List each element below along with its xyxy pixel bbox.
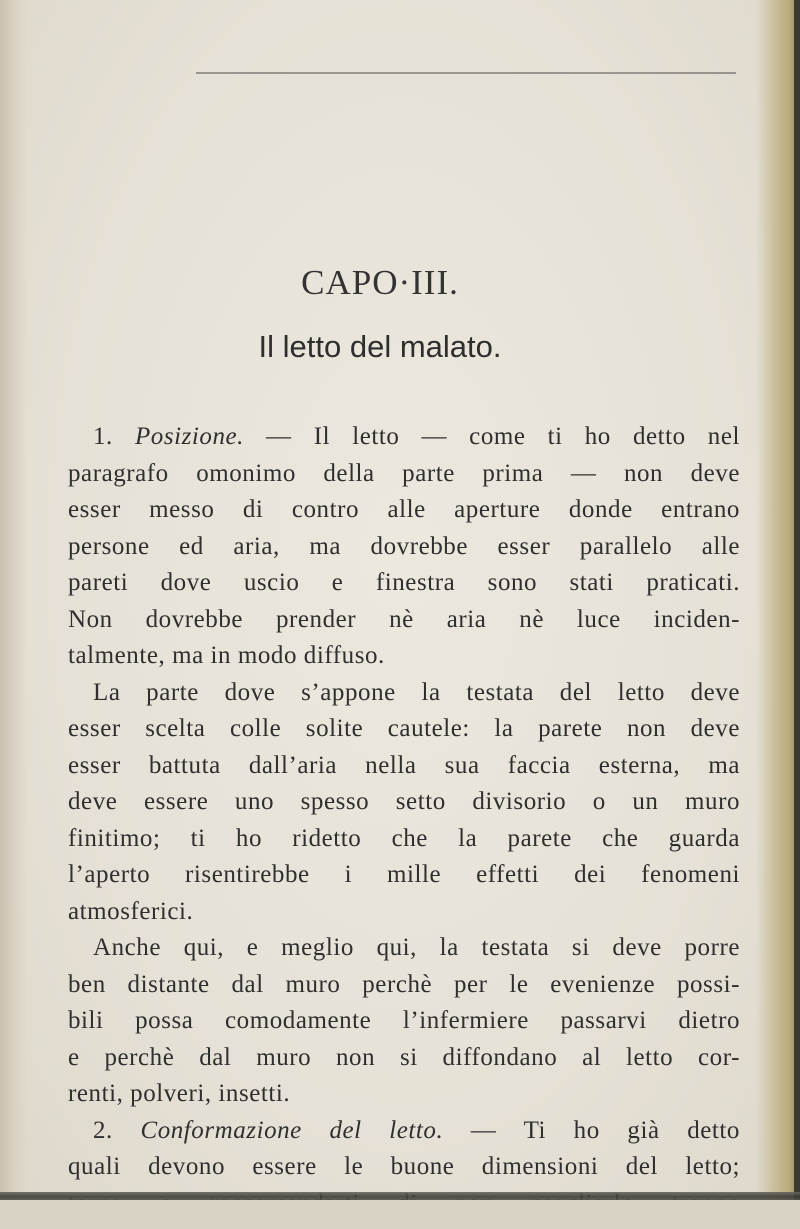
text-run: Non dovrebbe prender nè aria nè luce inciden- [68, 605, 740, 633]
text-run: bili possa comodamente l’infermiere passarvi dietro [68, 1007, 740, 1034]
text-line [68, 1149, 740, 1186]
body-text [68, 419, 740, 1222]
text-run: atmosferici. [68, 897, 194, 925]
text-run: renti, polveri, insetti. [68, 1080, 291, 1107]
text-line [68, 748, 740, 785]
text-line [68, 821, 740, 858]
text-run: — Il letto — come ti ho detto nel [243, 423, 740, 450]
footer-rule [0, 1192, 800, 1200]
text-run: deve essere uno spesso setto divisorio o un muro [68, 788, 740, 815]
italic-heading: Posizione. [134, 423, 244, 450]
text-line [68, 419, 740, 456]
text-line [68, 1003, 740, 1040]
text-run: 1. [93, 423, 135, 450]
text-line [68, 602, 740, 639]
text-run: l’aperto risentirebbe i mille effetti dei fenomeni [68, 861, 740, 888]
text-run: quali devono essere le buone dimensioni del letto; [68, 1153, 740, 1180]
text-line [68, 967, 740, 1004]
text-run: 2. [93, 1116, 141, 1144]
text-line [68, 1113, 740, 1150]
text-run: e perchè dal muro non si diffondano al letto cor- [68, 1043, 740, 1071]
paragraph [68, 930, 740, 1113]
text-run: paragrafo omonimo della parte prima — non deve [68, 459, 740, 487]
page-bottom-margin [0, 1200, 800, 1229]
header-rule [196, 72, 736, 74]
text-run: finitimo; ti ho ridetto che la parete che guarda [68, 824, 740, 852]
text-line [68, 456, 740, 493]
text-run: ben distante dal muro perchè per le evenienze possi- [68, 970, 740, 998]
text-line [68, 1076, 740, 1113]
text-run: esser battuta dall’aria nella sua faccia esterna, ma [68, 751, 740, 779]
text-run: esser messo di contro alle aperture donde entrano [68, 496, 740, 523]
text-line [68, 638, 740, 675]
text-run: talmente, ma in modo diffuso. [68, 642, 385, 669]
text-run: Anche qui, e meglio qui, la testata si deve porre [93, 934, 740, 961]
chapter-heading: CAPO·III. [301, 263, 459, 302]
page-edge-strip [794, 0, 800, 1229]
paragraph [68, 419, 740, 675]
text-line [68, 675, 740, 712]
page-gutter-shadow [0, 0, 28, 1229]
text-line [68, 930, 740, 967]
text-line [68, 894, 740, 931]
text-line [68, 784, 740, 821]
italic-heading: Conformazione del letto. [140, 1116, 444, 1144]
text-run: La parte dove s’appone la testata del letto deve [93, 678, 740, 706]
text-line [68, 1040, 740, 1077]
section-title: Il letto del malato. [258, 329, 502, 364]
text-line [68, 857, 740, 894]
text-line [68, 565, 740, 602]
text-line [68, 711, 740, 748]
paragraph [68, 675, 740, 931]
text-line [68, 529, 740, 566]
text-run: esser scelta colle solite cautele: la parete non deve [68, 715, 740, 742]
text-run: — Ti ho già detto [443, 1116, 740, 1144]
text-run: pareti dove uscio e finestra sono stati praticati. [68, 569, 740, 596]
text-run: persone ed aria, ma dovrebbe esser parallelo alle [68, 532, 740, 560]
text-line [68, 492, 740, 529]
